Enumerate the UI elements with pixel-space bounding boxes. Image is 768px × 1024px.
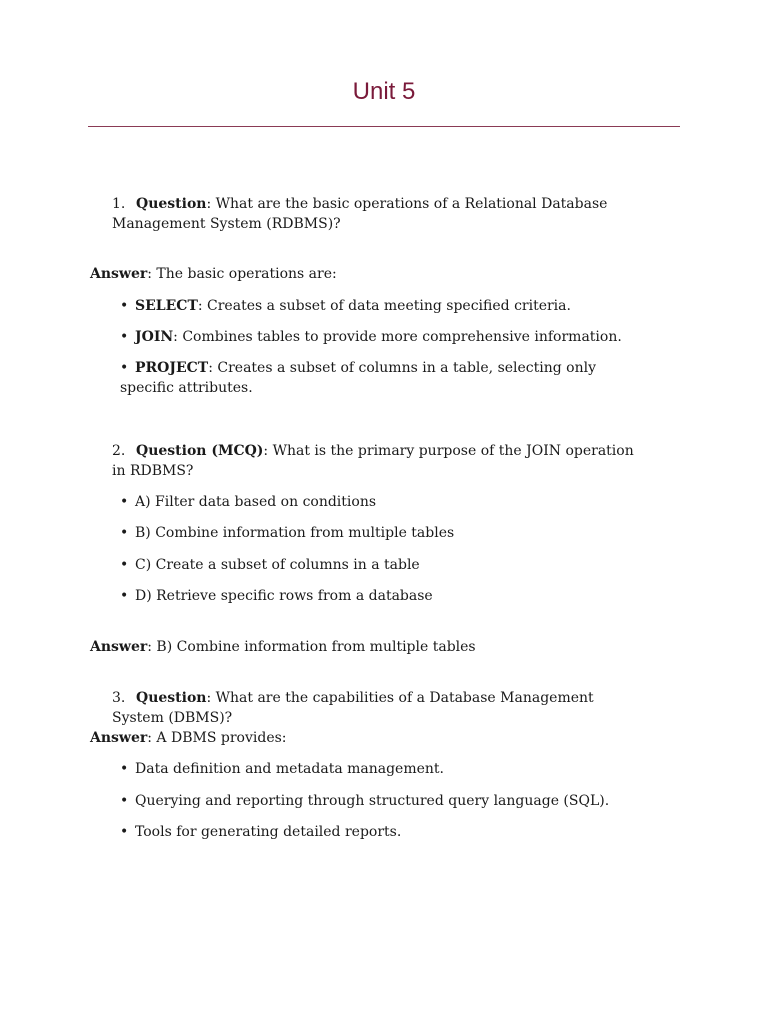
list-item xyxy=(120,358,640,398)
answer-1-label: Answer xyxy=(90,266,148,282)
option-c: C) Create a subset of columns in a table xyxy=(135,557,420,573)
question-2 xyxy=(112,441,642,481)
bullet-text: Data definition and metadata management. xyxy=(135,761,444,777)
answer-3-text: : A DBMS provides: xyxy=(147,730,287,746)
option-b: B) Combine information from multiple tables xyxy=(135,525,455,541)
list-item xyxy=(120,327,640,347)
question-3-text: : What are the capabilities of a Database Management System (DBMS)? xyxy=(112,690,594,726)
list-item xyxy=(120,586,640,606)
answer-2 xyxy=(90,637,650,657)
list-item xyxy=(120,791,640,811)
answer-2-label: Answer xyxy=(90,639,148,655)
list-item xyxy=(120,296,640,316)
title-divider xyxy=(88,126,680,127)
question-1-label: Question xyxy=(136,196,207,212)
list-item xyxy=(120,759,640,779)
list-item xyxy=(120,523,640,543)
list-item xyxy=(120,492,640,512)
question-3-label: Question xyxy=(136,690,207,706)
question-2-label: Question (MCQ) xyxy=(136,443,264,459)
bullet-text: Tools for generating detailed reports. xyxy=(135,824,402,840)
bullet-icon: • xyxy=(120,298,129,314)
question-3-number: 3. xyxy=(112,690,126,706)
answer-3-label: Answer xyxy=(90,730,148,746)
bullet-term: SELECT xyxy=(135,298,198,314)
bullet-term: JOIN xyxy=(135,329,174,345)
question-2-number: 2. xyxy=(112,443,126,459)
bullet-text: : Combines tables to provide more comprehensive information. xyxy=(173,329,622,345)
bullet-text: : Creates a subset of data meeting specified criteria. xyxy=(197,298,571,314)
answer-1 xyxy=(90,264,650,284)
option-d: D) Retrieve specific rows from a database xyxy=(135,588,433,604)
question-1-text: : What are the basic operations of a Relational Database Management System (RDBMS)? xyxy=(112,196,608,232)
page-title: Unit 5 xyxy=(352,78,416,105)
answer-2-text: : B) Combine information from multiple tables xyxy=(147,639,476,655)
option-a: A) Filter data based on conditions xyxy=(135,494,377,510)
question-2-text: : What is the primary purpose of the JOIN operation in RDBMS? xyxy=(112,443,634,479)
bullet-icon: • xyxy=(120,761,129,777)
bullet-term: PROJECT xyxy=(135,360,209,376)
question-1 xyxy=(112,194,642,234)
bullet-icon: • xyxy=(120,588,129,604)
answer-3 xyxy=(90,728,650,748)
bullet-icon: • xyxy=(120,525,129,541)
question-3 xyxy=(112,688,642,728)
bullet-icon: • xyxy=(120,494,129,510)
bullet-icon: • xyxy=(120,793,129,809)
answer-1-text: : The basic operations are: xyxy=(147,266,337,282)
bullet-icon: • xyxy=(120,329,129,345)
bullet-text: : Creates a subset of columns in a table, selecting only specific attributes. xyxy=(120,360,597,396)
bullet-icon: • xyxy=(120,557,129,573)
list-item xyxy=(120,555,640,575)
bullet-icon: • xyxy=(120,824,129,840)
bullet-text: Querying and reporting through structured query language (SQL). xyxy=(135,793,610,809)
bullet-icon: • xyxy=(120,360,129,376)
question-1-number: 1. xyxy=(112,196,126,212)
list-item xyxy=(120,822,640,842)
